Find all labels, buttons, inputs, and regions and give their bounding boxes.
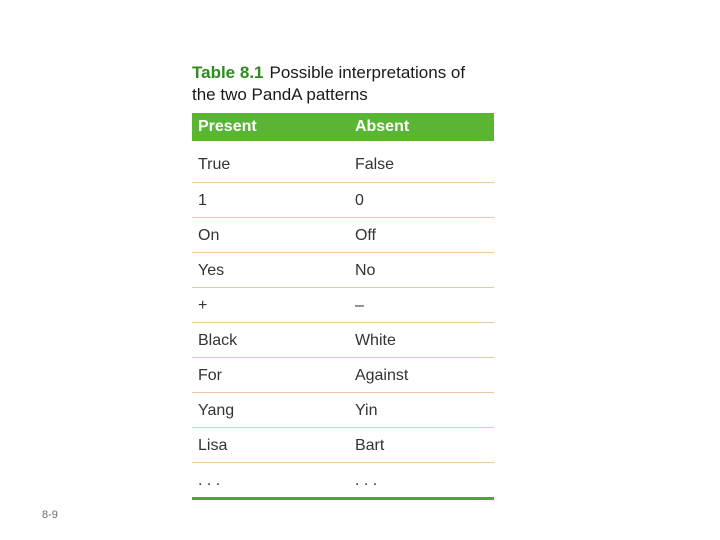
table-row <box>192 463 494 499</box>
cell-absent: Bart <box>351 428 494 463</box>
header-present: Present <box>192 113 351 141</box>
cell-present: True <box>192 141 351 183</box>
table-row <box>192 393 494 428</box>
cell-absent: No <box>351 253 494 288</box>
cell-absent: Yin <box>351 393 494 428</box>
table-row <box>192 183 494 218</box>
cell-absent: Off <box>351 218 494 253</box>
caption-line-1: Possible interpretations of <box>269 63 466 82</box>
table-row <box>192 218 494 253</box>
header-row <box>192 113 494 141</box>
caption-line-2: the two PandA patterns <box>192 85 368 104</box>
table-row <box>192 323 494 358</box>
cell-absent: – <box>351 288 494 323</box>
cell-present: . . . <box>192 463 351 499</box>
cell-present: + <box>192 288 351 323</box>
table-row <box>192 428 494 463</box>
cell-absent: 0 <box>351 183 494 218</box>
cell-absent: Against <box>351 358 494 393</box>
table-number: Table 8.1 <box>192 63 264 82</box>
table-caption <box>192 62 502 106</box>
table-row <box>192 141 494 183</box>
table-row <box>192 253 494 288</box>
interpretations-table <box>192 113 494 500</box>
cell-present: For <box>192 358 351 393</box>
cell-present: Yes <box>192 253 351 288</box>
table-row <box>192 288 494 323</box>
cell-absent: . . . <box>351 463 494 499</box>
table-row <box>192 358 494 393</box>
cell-present: Black <box>192 323 351 358</box>
cell-present: On <box>192 218 351 253</box>
cell-present: Lisa <box>192 428 351 463</box>
page-number: 8-9 <box>42 509 58 521</box>
cell-absent: False <box>351 141 494 183</box>
cell-present: 1 <box>192 183 351 218</box>
cell-present: Yang <box>192 393 351 428</box>
header-absent: Absent <box>351 113 494 141</box>
cell-absent: White <box>351 323 494 358</box>
